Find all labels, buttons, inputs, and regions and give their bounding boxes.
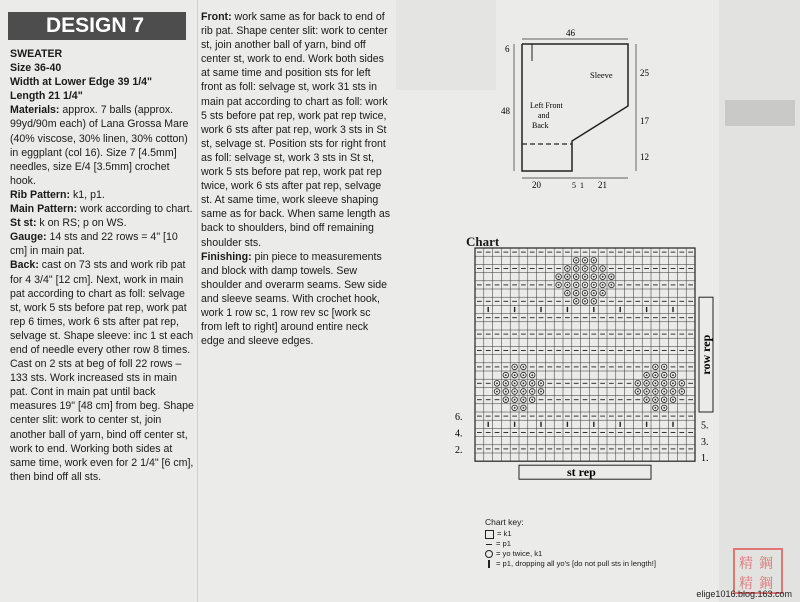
chart-key-title: Chart key:: [485, 517, 524, 527]
key-item-yo: [485, 549, 656, 559]
chart-yo-dot: [575, 259, 577, 261]
chart-title: Chart: [466, 234, 500, 249]
chart-yo-dot: [567, 284, 569, 286]
instruction-paragraph: [10, 230, 196, 258]
chart-yo-dot: [514, 399, 516, 401]
chart-yo-dot: [496, 382, 498, 384]
chart-grid: [445, 230, 715, 495]
paragraph-label: Back:: [10, 259, 39, 272]
chart-yo-dot: [593, 268, 595, 270]
st-rep-label: st rep: [567, 465, 596, 480]
dim-top: 46: [566, 28, 575, 38]
chart-key: [485, 517, 656, 569]
svg-text:精: 精: [739, 556, 753, 572]
chart-yo-dot: [523, 391, 525, 393]
chart-yo-dot: [531, 382, 533, 384]
key-text-p1: = p1: [496, 539, 511, 548]
chart-yo-dot: [663, 391, 665, 393]
instructions-right-column: [201, 10, 391, 348]
chart-yo-dot: [663, 407, 665, 409]
chart-yo-dot: [655, 399, 657, 401]
dim-left: 48: [501, 106, 510, 116]
chart-yo-dot: [575, 268, 577, 270]
chart-yo-dot: [558, 284, 560, 286]
footer-url: elige1016.blog.163.com: [696, 589, 792, 599]
row-number-right: 3.: [701, 436, 709, 448]
chart-yo-dot: [584, 268, 586, 270]
next-page-title-block: [725, 100, 795, 126]
chart-yo-dot: [655, 374, 657, 376]
instruction-paragraph: [10, 202, 196, 216]
chart-yo-dot: [602, 292, 604, 294]
key-text-yo: = yo twice, k1: [496, 549, 543, 558]
row-number-left: 2.: [455, 445, 463, 456]
garment-schematic: [500, 26, 660, 196]
chart-yo-dot: [575, 284, 577, 286]
chart-yo-dot: [681, 391, 683, 393]
dim-bottom-mid2: 1: [580, 181, 584, 190]
dim-lower-right: 17: [640, 116, 649, 126]
chart-yo-dot: [646, 399, 648, 401]
spec-line: SWEATER: [10, 48, 63, 60]
spec-line: Length 21 1/4": [10, 90, 83, 103]
chart-yo-dot: [593, 259, 595, 261]
dim-cuff: 12: [640, 152, 649, 162]
dim-bottom-mid: 5: [572, 181, 576, 190]
instruction-paragraph: [10, 188, 196, 202]
label-piece-1: Left Front: [530, 101, 563, 110]
chart-yo-dot: [575, 300, 577, 302]
chart-yo-dot: [514, 391, 516, 393]
chart-yo-dot: [523, 399, 525, 401]
row-number-right: 1.: [701, 453, 709, 465]
row-number-left: 6.: [455, 412, 463, 424]
spec-line: Size 36-40: [10, 62, 62, 75]
chart-yo-dot: [505, 382, 507, 384]
chart-yo-dot: [514, 366, 516, 368]
chart-yo-dot: [663, 374, 665, 376]
chart-yo-dot: [575, 292, 577, 294]
paragraph-label: Rib Pattern:: [10, 188, 71, 201]
chart-yo-dot: [646, 374, 648, 376]
chart-yo-dot: [602, 268, 604, 270]
paragraph-text: k1, p1.: [70, 188, 105, 201]
paragraph-text: work according to chart.: [77, 203, 193, 216]
chart-yo-dot: [540, 391, 542, 393]
paragraph-text: approx. 7 balls (approx. 99yd/90m each) of Lana Grossa Mare (40% viscose, 30% linen, 30% cotton) in eggplant (col 16). Size 7 [4.5mm] needles, size E/4 [3.5mm] crochet hook.: [10, 104, 189, 187]
svg-text:鋼: 鋼: [759, 576, 773, 592]
knitting-chart: [445, 230, 715, 495]
chart-yo-dot: [672, 374, 674, 376]
chart-yo-dot: [567, 276, 569, 278]
row-rep-label: row rep: [699, 334, 713, 375]
chart-yo-dot: [567, 292, 569, 294]
chart-yo-dot: [514, 407, 516, 409]
chart-yo-dot: [663, 382, 665, 384]
instruction-paragraph: [201, 250, 391, 349]
label-piece-2: and: [538, 111, 550, 120]
drop-bar-icon: [485, 560, 493, 568]
chart-yo-dot: [637, 391, 639, 393]
paragraph-label: St st:: [10, 217, 37, 230]
chart-yo-dot: [646, 382, 648, 384]
knit-square-icon: [485, 530, 494, 539]
dim-sleeve: 25: [640, 68, 649, 78]
dim-left-top: 6: [505, 44, 510, 54]
label-piece-3: Back: [532, 121, 549, 130]
chart-yo-dot: [655, 407, 657, 409]
chart-yo-dot: [584, 284, 586, 286]
label-sleeve: Sleeve: [590, 70, 613, 80]
paragraph-text: cast on 73 sts and work rib pat for 4 3/4" [12 cm]. Next, work in main pat according to chart as foll: selvage st, work 5 sts before pat rep, work pat rep 6 times, work 6 sts after pat rep, selvage st. Shape sleeve: inc 1 st each end of needle every other row 8 times. Cast on 2 sts at beg of foll 22 rows – 133 sts. Work increased sts in main pat. Cont in main pat until back measures 19" [48 cm] from beg. Shape center slit: work to center st, join another ball of yarn, bind off center st, work to end. Working both sides at same time, work even for 2 1/4" [6 cm], then bind off all sts.: [10, 259, 194, 483]
chart-yo-dot: [672, 391, 674, 393]
key-text-k1: = k1: [497, 529, 512, 538]
svg-text:鋼: 鋼: [759, 556, 773, 572]
chart-yo-dot: [602, 284, 604, 286]
chart-yo-dot: [523, 366, 525, 368]
chart-yo-dot: [655, 391, 657, 393]
chart-yo-dot: [584, 300, 586, 302]
chart-yo-dot: [663, 366, 665, 368]
chart-yo-dot: [593, 292, 595, 294]
chart-yo-dot: [514, 382, 516, 384]
chart-yo-dot: [558, 276, 560, 278]
paragraph-label: Main Pattern:: [10, 203, 78, 216]
schematic-drawing: [500, 26, 660, 196]
row-number-right: 5.: [701, 420, 709, 432]
paragraph-label: Finishing:: [201, 250, 252, 263]
chart-yo-dot: [646, 391, 648, 393]
key-item-drop: [485, 559, 656, 569]
chart-yo-dot: [655, 382, 657, 384]
instruction-paragraph: [201, 10, 391, 250]
chart-yo-dot: [655, 366, 657, 368]
chart-yo-dot: [663, 399, 665, 401]
chart-yo-dot: [584, 276, 586, 278]
dim-bottom-left: 20: [532, 180, 541, 190]
chart-yo-dot: [531, 374, 533, 376]
stamp-seal-icon: [733, 548, 783, 594]
chart-yo-dot: [514, 374, 516, 376]
paragraph-text: work same as for back to end of rib pat. Shape center slit: work to center st, join another ball of yarn, bind off center st, work to end. Work both sides at same time and position sts for left front as foll: selvage st, work 31 sts in main pat according to chart as foll: work 5 sts before pat rep, work pat rep twice, work 6 sts after pat rep, work 3 sts in St st, selvage st. Position sts for right front as foll: selvage st, work 3 sts in St st, work 5 sts before pat rep, work pat rep twice, work 6 sts after pat rep, selvage st. At same time, work sleeve shaping same as for back. When same length as back to shoulders, bind off remaining shoulder sts.: [201, 11, 391, 249]
row-number-left: 4.: [455, 428, 463, 440]
chart-yo-dot: [523, 382, 525, 384]
page-gutter-left: [197, 0, 198, 602]
chart-yo-dot: [584, 292, 586, 294]
key-text-drop: = p1, dropping all yo's [do not pull sts in length!]: [496, 559, 656, 568]
paragraph-label: Gauge:: [10, 231, 47, 244]
svg-text:精: 精: [739, 576, 753, 592]
chart-yo-dot: [584, 259, 586, 261]
paragraph-text: 14 sts and 22 rows = 4" [10 cm] in main pat.: [10, 231, 178, 258]
chart-yo-dot: [611, 284, 613, 286]
design-title: DESIGN 7: [8, 12, 186, 40]
chart-yo-dot: [531, 399, 533, 401]
chart-yo-dot: [505, 374, 507, 376]
chart-yo-dot: [672, 382, 674, 384]
paragraph-text: k on RS; p on WS.: [36, 217, 127, 230]
yo-circle-icon: [485, 550, 493, 558]
chart-yo-dot: [523, 374, 525, 376]
chart-yo-dot: [540, 382, 542, 384]
instruction-paragraph: [10, 258, 196, 484]
chart-yo-dot: [593, 300, 595, 302]
paragraph-label: Materials:: [10, 104, 60, 117]
chart-yo-dot: [593, 276, 595, 278]
dim-bottom-right: 21: [598, 180, 607, 190]
key-item-p1: [485, 539, 656, 549]
chart-yo-dot: [523, 407, 525, 409]
instructions-left-column: [10, 47, 196, 484]
chart-yo-dot: [593, 284, 595, 286]
instruction-paragraph: [10, 103, 196, 188]
chart-yo-dot: [505, 391, 507, 393]
chart-yo-dot: [611, 276, 613, 278]
chart-yo-dot: [567, 268, 569, 270]
chart-yo-dot: [681, 382, 683, 384]
purl-dash-icon: [485, 540, 493, 548]
chart-yo-dot: [637, 382, 639, 384]
chart-yo-dot: [531, 391, 533, 393]
bleed-block-top: [396, 0, 496, 90]
paragraph-label: Front:: [201, 11, 232, 23]
next-page-edge: [719, 0, 800, 602]
chart-yo-dot: [575, 276, 577, 278]
paragraph-text: pin piece to measurements and block with damp towels. Sew shoulder and overarm seams. Sew side and sleeve seams. With crochet hook, work 1 row sc, 1 row rev sc [work sc from left to right] around entire neck edge and sleeve edges.: [201, 250, 388, 348]
chart-yo-dot: [496, 391, 498, 393]
chart-yo-dot: [505, 399, 507, 401]
instruction-paragraph: [10, 216, 196, 230]
chart-yo-dot: [602, 276, 604, 278]
chart-yo-dot: [672, 399, 674, 401]
spec-line: Width at Lower Edge 39 1/4": [10, 76, 153, 89]
key-item-k1: [485, 529, 656, 539]
